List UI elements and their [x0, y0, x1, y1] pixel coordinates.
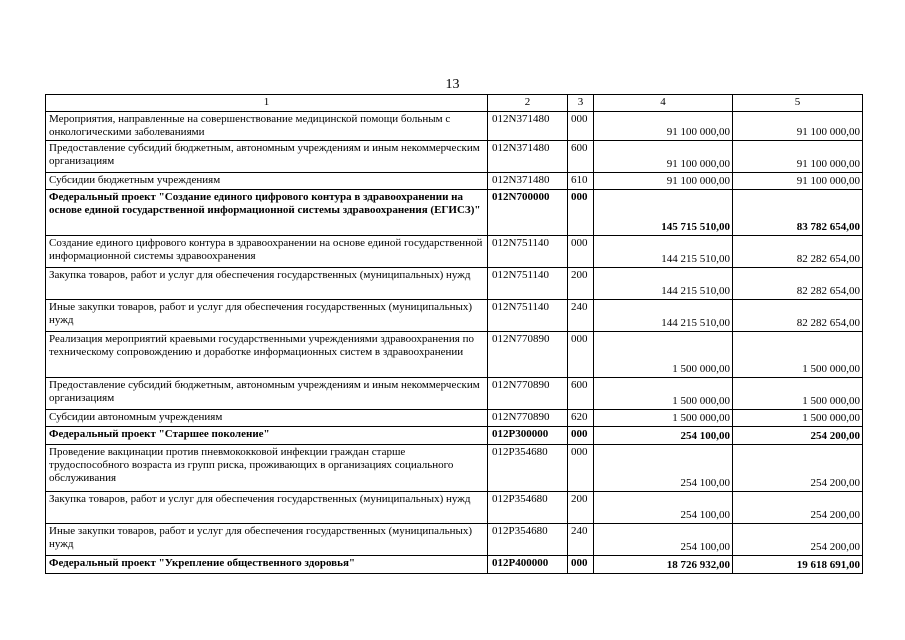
table-row [46, 492, 863, 524]
row-expense-type: 000 [568, 190, 594, 236]
row-expense-type: 000 [568, 332, 594, 378]
row-value-col5: 82 282 654,00 [733, 300, 863, 332]
row-value-col5: 19 618 691,00 [733, 556, 863, 574]
row-expense-type: 000 [568, 112, 594, 141]
budget-table [45, 94, 863, 574]
row-code: 012N371480 [488, 173, 568, 190]
row-value-col4: 254 100,00 [594, 492, 733, 524]
row-expense-type: 200 [568, 492, 594, 524]
row-name: Закупка товаров, работ и услуг для обеспечения государственных (муниципальных) нужд [46, 268, 488, 300]
row-value-col5: 1 500 000,00 [733, 332, 863, 378]
row-code: 012N371480 [488, 112, 568, 141]
table-row [46, 112, 863, 141]
row-expense-type: 000 [568, 236, 594, 268]
row-name: Иные закупки товаров, работ и услуг для обеспечения государственных (муниципальных) нужд [46, 300, 488, 332]
row-name: Федеральный проект "Старшее поколение" [46, 427, 488, 445]
row-value-col4: 1 500 000,00 [594, 378, 733, 410]
row-name: Иные закупки товаров, работ и услуг для обеспечения государственных (муниципальных) нужд [46, 524, 488, 556]
row-value-col5: 254 200,00 [733, 445, 863, 492]
table-row [46, 268, 863, 300]
row-expense-type: 000 [568, 445, 594, 492]
table-header-row [46, 95, 863, 112]
row-value-col4: 144 215 510,00 [594, 268, 733, 300]
row-name: Создание единого цифрового контура в здравоохранении на основе единой государственной информационной системы здравоохранения [46, 236, 488, 268]
column-header: 5 [733, 95, 863, 112]
column-header: 4 [594, 95, 733, 112]
row-value-col5: 82 282 654,00 [733, 236, 863, 268]
table-row [46, 556, 863, 574]
table-row [46, 332, 863, 378]
row-code: 012N371480 [488, 141, 568, 173]
row-value-col5: 91 100 000,00 [733, 173, 863, 190]
table-row [46, 173, 863, 190]
row-code: 012N770890 [488, 332, 568, 378]
row-value-col5: 83 782 654,00 [733, 190, 863, 236]
row-value-col4: 18 726 932,00 [594, 556, 733, 574]
table-row [46, 378, 863, 410]
row-value-col5: 254 200,00 [733, 427, 863, 445]
row-value-col5: 91 100 000,00 [733, 141, 863, 173]
row-value-col4: 254 100,00 [594, 445, 733, 492]
row-value-col4: 144 215 510,00 [594, 236, 733, 268]
row-expense-type: 600 [568, 141, 594, 173]
row-code: 012P400000 [488, 556, 568, 574]
row-expense-type: 610 [568, 173, 594, 190]
row-code: 012N770890 [488, 410, 568, 427]
page-number: 13 [445, 77, 460, 92]
row-name: Федеральный проект "Укрепление общественного здоровья" [46, 556, 488, 574]
table-row [46, 300, 863, 332]
row-value-col4: 144 215 510,00 [594, 300, 733, 332]
row-code: 012P354680 [488, 445, 568, 492]
table-row [46, 141, 863, 173]
row-value-col4: 254 100,00 [594, 427, 733, 445]
row-name: Проведение вакцинации против пневмококковой инфекции граждан старше трудоспособного возраста из групп риска, проживающих в организациях социального обслуживания [46, 445, 488, 492]
row-value-col5: 1 500 000,00 [733, 410, 863, 427]
row-code: 012N751140 [488, 300, 568, 332]
row-value-col5: 91 100 000,00 [733, 112, 863, 141]
row-code: 012N751140 [488, 268, 568, 300]
row-value-col5: 254 200,00 [733, 492, 863, 524]
row-code: 012P354680 [488, 492, 568, 524]
row-value-col4: 1 500 000,00 [594, 332, 733, 378]
row-expense-type: 200 [568, 268, 594, 300]
row-name: Реализация мероприятий краевыми государственными учреждениями здравоохранения по техническому сопровождению и доработке информационных систем в здравоохранении [46, 332, 488, 378]
table-row [46, 524, 863, 556]
row-expense-type: 000 [568, 427, 594, 445]
row-value-col4: 91 100 000,00 [594, 173, 733, 190]
table-row [46, 410, 863, 427]
table-row [46, 190, 863, 236]
column-header: 3 [568, 95, 594, 112]
row-code: 012N770890 [488, 378, 568, 410]
table-row [46, 445, 863, 492]
row-code: 012P354680 [488, 524, 568, 556]
row-value-col4: 91 100 000,00 [594, 141, 733, 173]
table-row [46, 236, 863, 268]
table-row [46, 427, 863, 445]
column-header: 2 [488, 95, 568, 112]
row-name: Мероприятия, направленные на совершенствование медицинской помощи больным с онкологическими заболеваниями [46, 112, 488, 141]
row-value-col5: 1 500 000,00 [733, 378, 863, 410]
row-name: Закупка товаров, работ и услуг для обеспечения государственных (муниципальных) нужд [46, 492, 488, 524]
row-expense-type: 000 [568, 556, 594, 574]
row-value-col4: 145 715 510,00 [594, 190, 733, 236]
row-value-col4: 1 500 000,00 [594, 410, 733, 427]
row-value-col4: 91 100 000,00 [594, 112, 733, 141]
row-name: Предоставление субсидий бюджетным, автономным учреждениям и иным некоммерческим организациям [46, 378, 488, 410]
row-name: Федеральный проект "Создание единого цифрового контура в здравоохранении на основе единой государственной информационной системы здравоохранения (ЕГИСЗ)" [46, 190, 488, 236]
row-expense-type: 620 [568, 410, 594, 427]
row-code: 012N751140 [488, 236, 568, 268]
row-name: Субсидии автономным учреждениям [46, 410, 488, 427]
row-value-col4: 254 100,00 [594, 524, 733, 556]
row-expense-type: 240 [568, 524, 594, 556]
row-value-col5: 82 282 654,00 [733, 268, 863, 300]
row-name: Субсидии бюджетным учреждениям [46, 173, 488, 190]
row-value-col5: 254 200,00 [733, 524, 863, 556]
row-code: 012N700000 [488, 190, 568, 236]
row-expense-type: 240 [568, 300, 594, 332]
row-name: Предоставление субсидий бюджетным, автономным учреждениям и иным некоммерческим организациям [46, 141, 488, 173]
row-code: 012P300000 [488, 427, 568, 445]
column-header: 1 [46, 95, 488, 112]
row-expense-type: 600 [568, 378, 594, 410]
